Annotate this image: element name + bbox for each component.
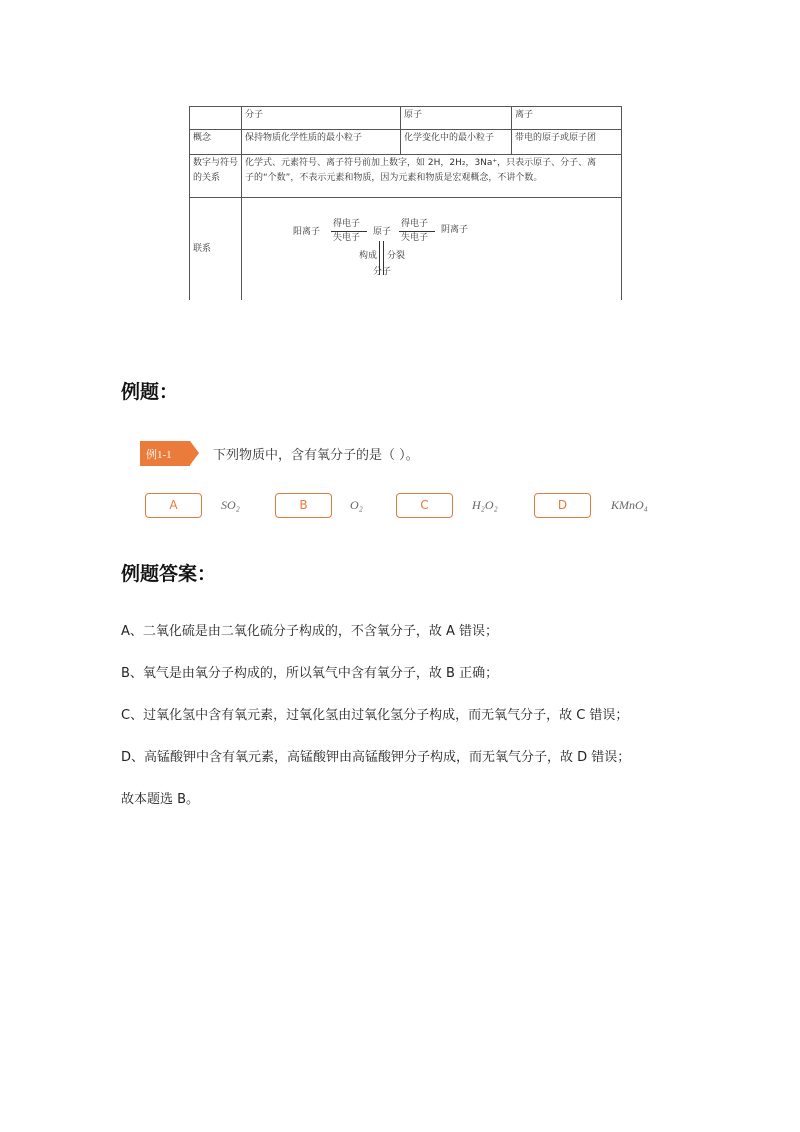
option-a-button[interactable]: A [145,493,202,518]
row-label-concept: 概念 [190,130,242,155]
answer-line: D、高锰酸钾中含有氧元素，高锰酸钾由高锰酸钾分子构成，而无氧气分子，故 D 错误； [121,750,631,765]
table-header-cell: 原子 [401,107,512,130]
option-c-button[interactable]: C [396,493,453,518]
table-row [190,130,622,155]
diagram-lose-electron-1: 失电子 [333,233,361,243]
diagram-compose: 构成 [359,251,378,261]
diagram-atom: 原子 [373,227,392,237]
table-header-cell: 分子 [242,107,401,130]
example-heading: 例题： [121,381,179,403]
diagram-gain-electron-2: 得电子 [401,219,429,229]
row-label-numbers [190,155,242,198]
diagram-lose-electron-2: 失电子 [401,233,429,243]
diagram-cation: 阳离子 [293,227,321,237]
example-tag-label: 例1-1 [146,449,172,461]
answer-line: C、过氧化氢中含有氧元素，过氧化氢由过氧化氢分子构成，而无氧气分子，故 C 错误； [121,708,629,723]
answer-line: 故本题选 B。 [121,792,200,807]
option-a-value: SO₂ [221,498,240,512]
option-b-button[interactable]: B [275,493,332,518]
table-row [190,107,622,130]
question-text: 下列物质中，含有氧分子的是（ ）。 [213,448,419,463]
table-header-cell: 离子 [512,107,622,130]
answer-line: A、二氧化硫是由二氧化硫分子构成的，不含氧分子，故 A 错误； [121,624,499,639]
table-row [190,198,622,301]
option-b-value: O₂ [350,498,363,512]
numbers-text [242,155,622,198]
diagram-anion: 阴离子 [441,225,469,235]
tag-arrow-tip [190,441,199,465]
numbers-text-line1: 化学式、元素符号、离子符号前加上数字，如 2H，2H₂，3Na⁺，只表示原子、分子、离 [245,158,597,168]
relation-diagram [242,198,622,301]
diagram-gain-electron-1: 得电子 [333,219,361,229]
answer-line: B、氧气是由氧分子构成的，所以氧气中含有氧分子，故 B 正确； [121,666,499,681]
row-label-numbers-line1: 数字与符号 [193,158,239,168]
numbers-text-line2: 子的“个数”，不表示元素和物质，因为元素和物质是宏观概念，不讲个数。 [245,173,543,183]
example-tag [140,441,202,466]
concept-atom: 化学变化中的最小粒子 [401,130,512,155]
comparison-table [189,106,622,300]
diagram-molecule: 分子 [373,267,392,277]
table-header-cell [190,107,242,130]
concept-molecule: 保持物质化学性质的最小粒子 [242,130,401,155]
table-row [190,155,622,198]
concept-ion: 带电的原子或原子团 [512,130,622,155]
option-d-value: KMnO₄ [611,498,648,512]
option-d-button[interactable]: D [534,493,591,518]
option-c-value: H₂O₂ [472,498,498,512]
diagram-split: 分裂 [387,251,406,261]
answer-heading: 例题答案： [121,563,217,585]
row-label-relation: 联系 [190,198,242,301]
row-label-numbers-line2: 的关系 [193,173,221,183]
